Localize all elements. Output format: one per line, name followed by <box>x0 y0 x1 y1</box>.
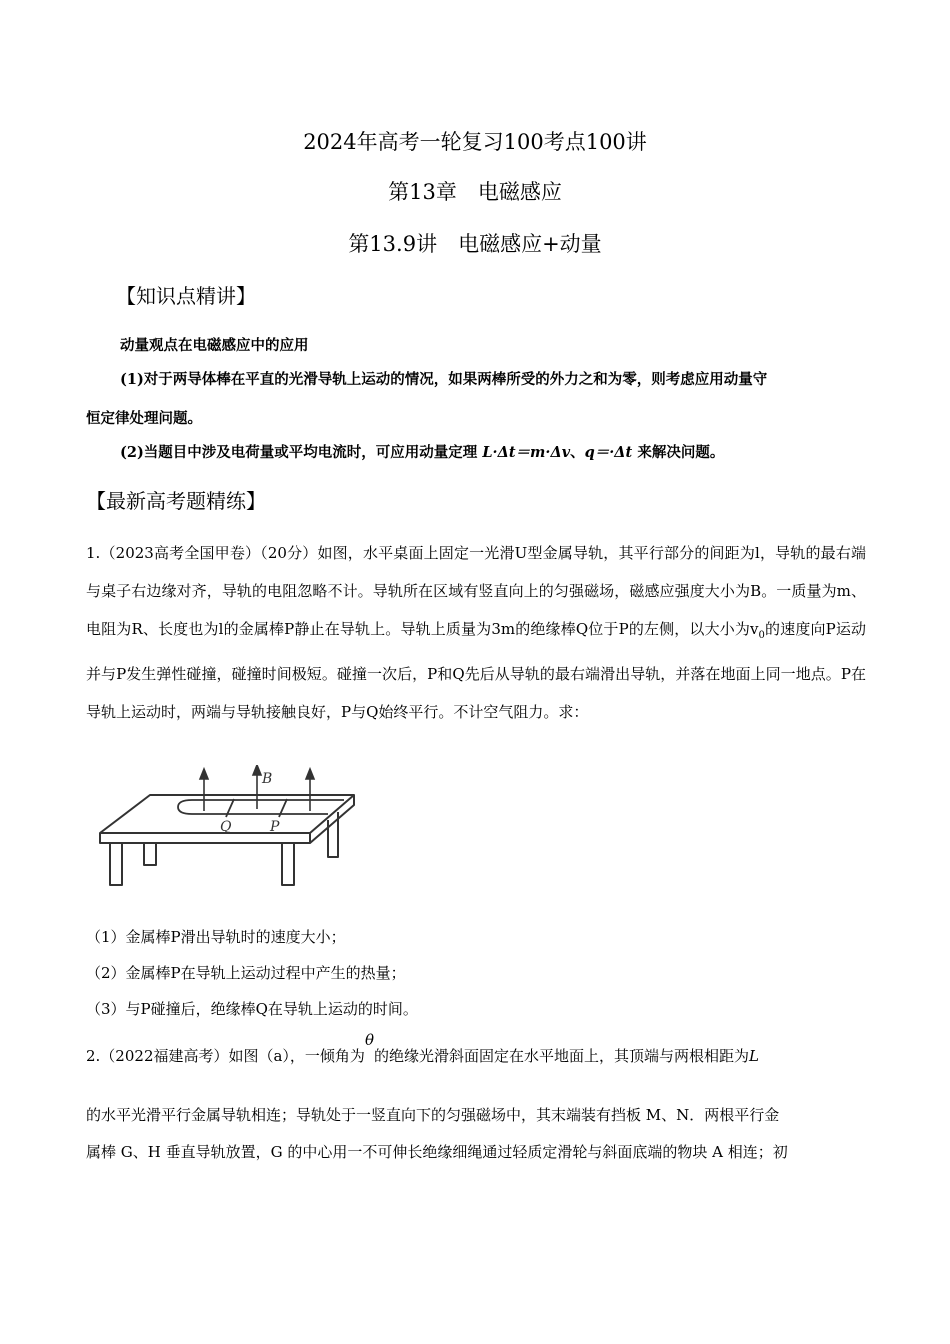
lecture-title: 第13.9讲 电磁感应+动量 <box>348 232 602 256</box>
label-b: B <box>262 771 273 787</box>
knowledge-heading: 动量观点在电磁感应中的应用 <box>120 337 309 354</box>
arrowhead <box>200 769 208 779</box>
course-title: 2024年高考一轮复习100考点100讲 <box>303 130 647 154</box>
knowledge-section-title: 【知识点精讲】 <box>116 284 256 308</box>
arrowhead <box>253 765 261 775</box>
table-rail-figure <box>92 765 362 895</box>
question-2-text-b: 的绝缘光滑斜面固定在水平地面上，其顶端与两根相距为 <box>373 1047 749 1065</box>
question-2-line-1 <box>86 1031 866 1075</box>
table-leg-back-left <box>144 843 156 865</box>
question-1-item-2: （2）金属棒P在导轨上运动过程中产生的热量； <box>86 964 406 982</box>
question-1-item-3: （3）与P碰撞后，绝缘棒Q在导轨上运动的时间。 <box>86 1000 418 1018</box>
table-leg-front-left <box>110 843 122 885</box>
formula-impulse: L·Δt＝m·Δv <box>482 444 571 461</box>
question-1-text-b: 的速度向P运动并与P发生弹性碰撞，碰撞时间极短。碰撞一次后，P和Q先后从导轨的最右端滑出导轨，并落在地面上同一地点。P在导轨上运动时，两端与导轨接触良好，P与Q始终平行。不计空气阻力。求： <box>86 620 867 721</box>
label-q: Q <box>220 819 232 835</box>
v0-subscript: 0 <box>758 630 765 641</box>
label-p: P <box>270 819 280 835</box>
formula-charge: q＝·Δt <box>584 444 633 461</box>
question-2-line-3: 属棒 G、H 垂直导轨放置，G 的中心用一不可伸长绝缘细绳通过轻质定滑轮与斜面底端的物块 A 相连；初 <box>86 1143 788 1161</box>
question-2-text-a: 2.（2022福建高考）如图（a），一倾角为 <box>86 1047 365 1065</box>
chapter-title: 第13章 电磁感应 <box>388 180 562 204</box>
formula-separator: 、 <box>570 444 585 461</box>
arrowhead <box>306 769 314 779</box>
knowledge-point-1: (1)对于两导体棒在平直的光滑导轨上运动的情况，如果两棒所受的外力之和为零，则考虑应用动量守 <box>120 371 768 388</box>
theta-symbol: θ <box>364 1031 374 1049</box>
knowledge-point-2 <box>120 441 724 462</box>
knowledge-point-2-prefix: (2)当题目中涉及电荷量或平均电流时，可应用动量定理 <box>120 444 483 461</box>
question-1-text <box>86 534 866 731</box>
knowledge-point-1-cont: 恒定律处理问题。 <box>86 410 202 427</box>
question-1-text-a: 1.（2023高考全国甲卷）（20分）如图，水平桌面上固定一光滑U型金属导轨，其平行部分的间距为l，导轨的最右端与桌子右边缘对齐，导轨的电阻忽略不计。导轨所在区域有竖直向上的匀强磁场，磁感应强度大小为B。一质量为m、电阻为R、长度也为l的金属棒P静止在导轨上。导轨上质量为3m的绝缘棒Q位于P的左侧，以大小为v <box>86 544 866 638</box>
question-2-line-2: 的水平光滑平行金属导轨相连；导轨处于一竖直向下的匀强磁场中，其末端装有挡板 M、N．两根平行金 <box>86 1106 780 1124</box>
question-1-item-1: （1）金属棒P滑出导轨时的速度大小； <box>86 928 346 946</box>
knowledge-point-2-suffix: 来解决问题。 <box>632 444 725 461</box>
u-rail <box>178 800 344 814</box>
table-right-edge <box>310 795 354 843</box>
practice-section-title: 【最新高考题精练】 <box>86 489 266 513</box>
table-leg-front-right <box>282 843 294 885</box>
symbol-l: L <box>748 1047 759 1065</box>
table-leg-back-right <box>328 812 338 857</box>
